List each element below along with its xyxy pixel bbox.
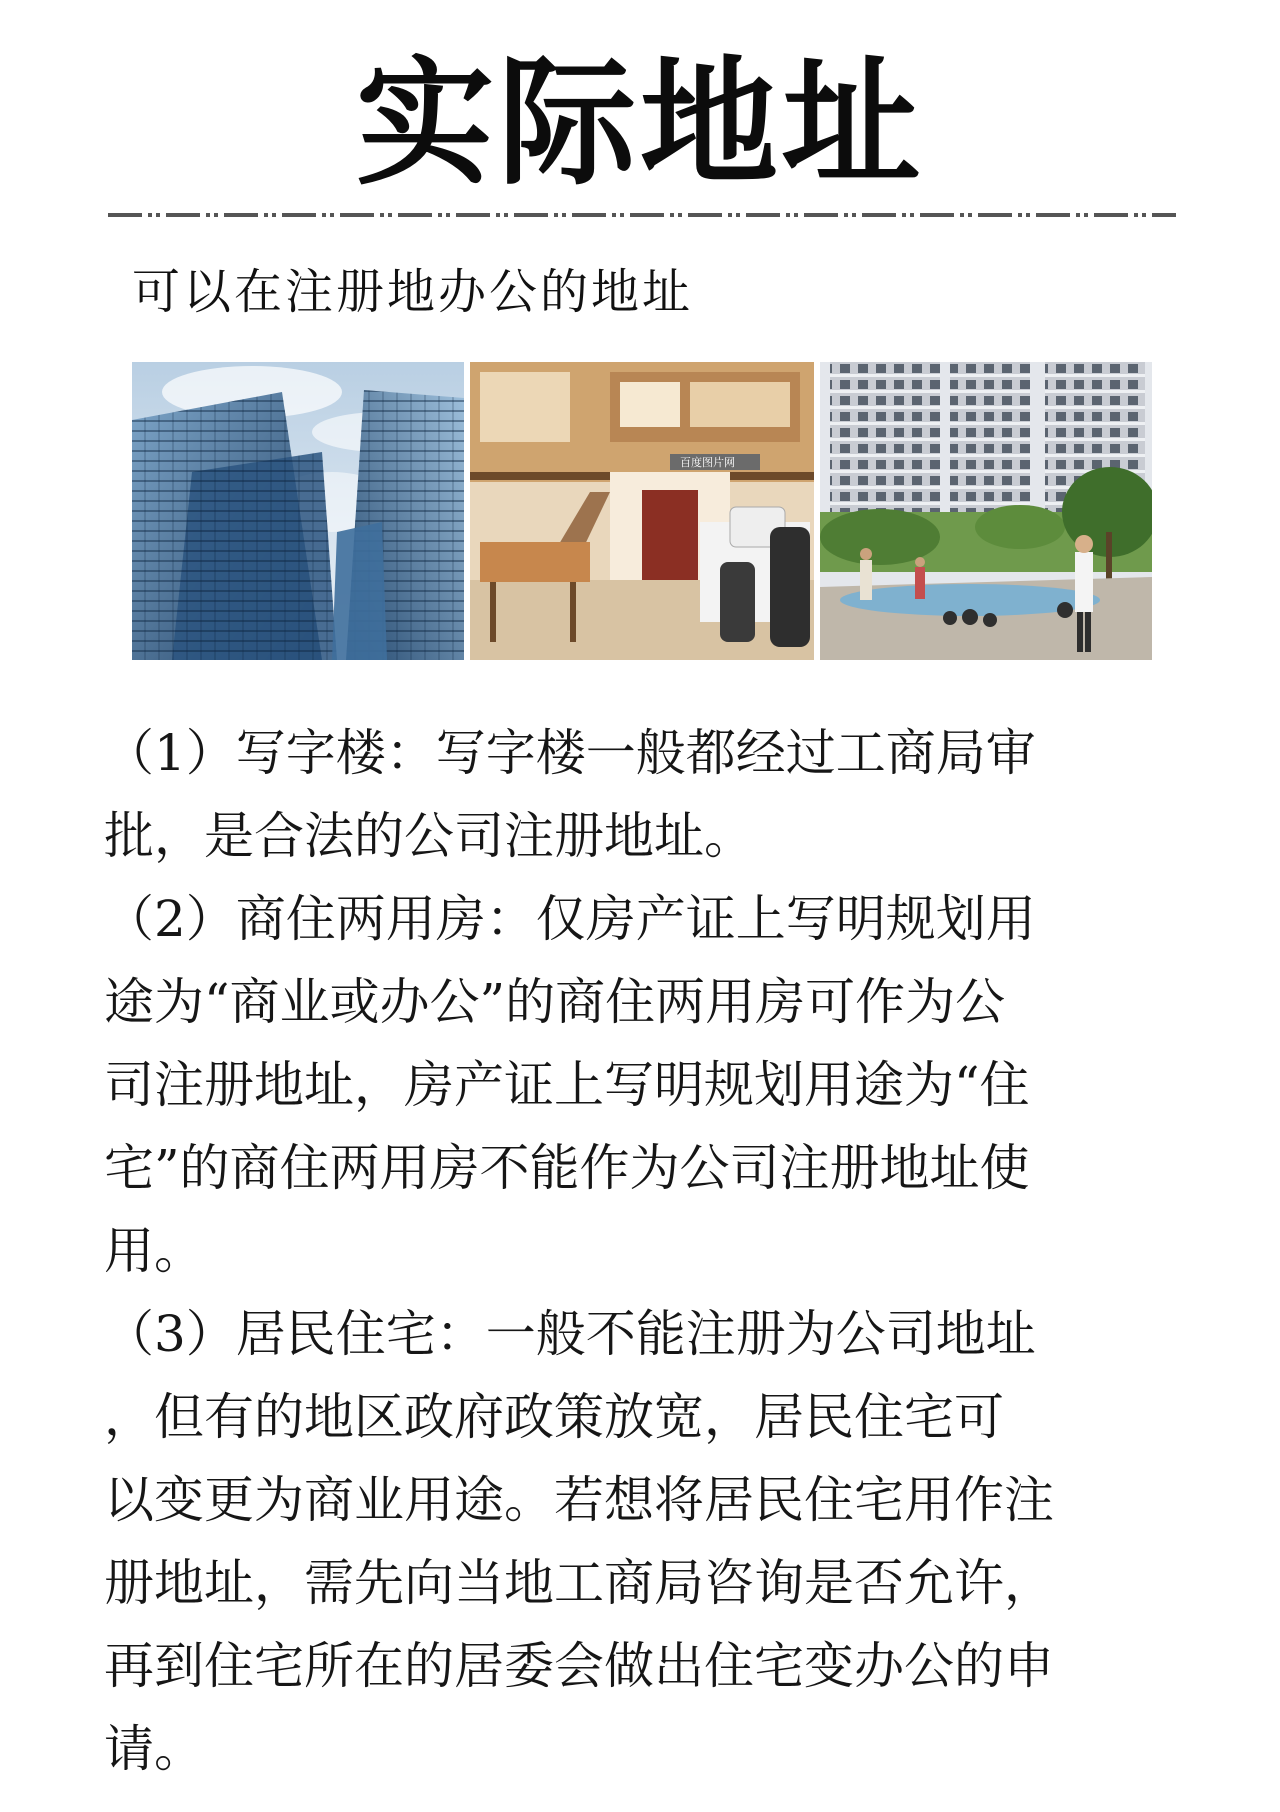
body-line: 批，是合法的公司注册地址。 [104, 807, 754, 865]
body-line: 用。 [104, 1222, 204, 1280]
body-line: 途为“商业或办公”的商住两用房可作为公 [104, 973, 1006, 1031]
page-title: 实际地址 [355, 41, 924, 204]
photo-strip [132, 362, 1152, 660]
body-line: ，但有的地区政府政策放宽，居民住宅可 [104, 1388, 1004, 1446]
body-line: （2）商住两用房：仅房产证上写明规划用 [104, 890, 1036, 948]
section-subtitle: 可以在注册地办公的地址 [132, 264, 694, 320]
residential-community-photo [820, 362, 1152, 660]
body-line: 司注册地址，房产证上写明规划用途为“住 [104, 1056, 1030, 1114]
office-towers-photo [132, 362, 464, 660]
body-line: 再到住宅所在的居委会做出住宅变办公的申 [104, 1637, 1054, 1695]
body-line: 以变更为商业用途。若想将居民住宅用作注 [104, 1471, 1054, 1529]
body-line: （1）写字楼：写字楼一般都经过工商局审 [104, 724, 1036, 782]
body-line: （3）居民住宅：一般不能注册为公司地址 [104, 1305, 1036, 1363]
body-line: 册地址，需先向当地工商局咨询是否允许， [104, 1554, 1054, 1612]
body-text [104, 712, 1184, 1791]
photo-watermark: 百度图片网 [680, 456, 735, 469]
body-line: 宅”的商住两用房不能作为公司注册地址使 [104, 1139, 1030, 1197]
dashed-divider [108, 213, 1176, 217]
loft-office-interior-photo [470, 362, 814, 660]
body-line: 请。 [104, 1720, 204, 1778]
